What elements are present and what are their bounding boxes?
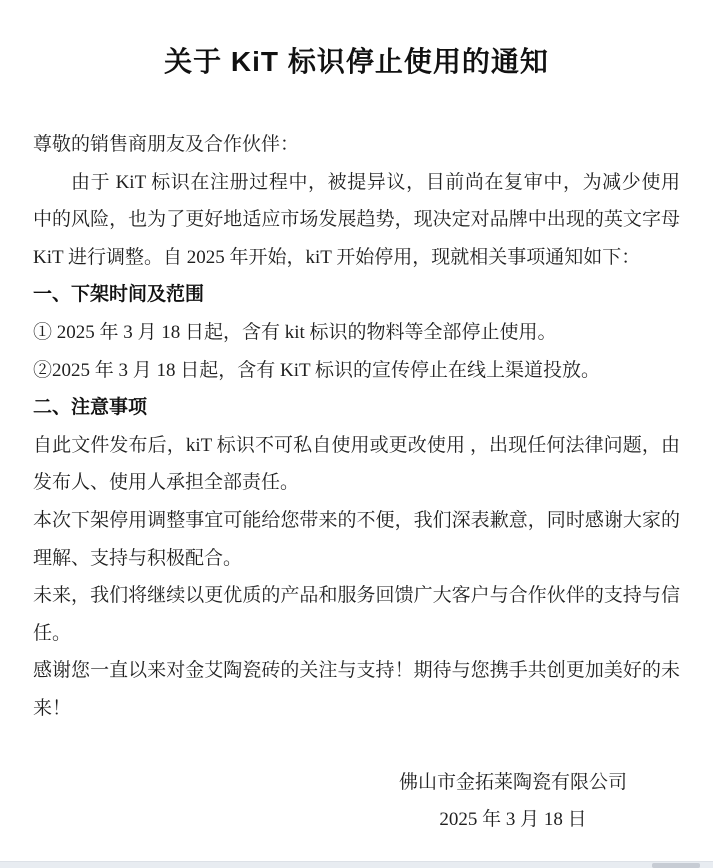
salutation-line: 尊敬的销售商朋友及合作伙伴： bbox=[33, 134, 300, 155]
document-body bbox=[0, 80, 713, 839]
section-1-item-2: ②2025 年 3 月 18 日起，含有 KiT 标识的宣传停止在线上渠道投放。 bbox=[33, 359, 601, 381]
horizontal-scrollbar-track[interactable] bbox=[0, 861, 713, 868]
horizontal-scrollbar-thumb[interactable] bbox=[652, 863, 700, 868]
section-2-heading: 二、注意事项 bbox=[33, 397, 148, 419]
section-1-item-1: ① 2025 年 3 月 18 日起，含有 kit 标识的物料等全部停止使用。 bbox=[33, 321, 557, 343]
section-2-paragraph-2: 本次下架停用调整事宜可能给您带来的不便，我们深表歉意，同时感谢大家的理解、支持与积极配合。 bbox=[33, 509, 680, 569]
signature-block bbox=[33, 764, 627, 839]
section-1-heading: 一、下架时间及范围 bbox=[33, 284, 205, 306]
signature-date: 2025 年 3 月 18 日 bbox=[439, 809, 587, 831]
section-2-paragraph-3: 未来，我们将继续以更优质的产品和服务回馈广大客户与合作伙伴的支持与信任。 bbox=[33, 585, 680, 644]
signature-company: 佛山市金拓莱陶瓷有限公司 bbox=[398, 771, 627, 793]
section-2-paragraph-1: 自此文件发布后，kiT 标识不可私自使用或更改使用 ，出现任何法律问题，由发布人、使用人承担全部责任。 bbox=[33, 434, 680, 494]
document-title: 关于 KiT 标识停止使用的通知 bbox=[164, 46, 549, 77]
intro-paragraph: 由于 KiT 标识在注册过程中，被提异议，目前尚在复审中，为减少使用中的风险，也为了更好地适应市场发展趋势，现决定对品牌中出现的英文字母 KiT 进行调整。自 2025 年开始，kiT 开始停用，现就相关事项通知如下： bbox=[33, 171, 680, 268]
section-2-paragraph-4: 感谢您一直以来对金艾陶瓷砖的关注与支持！期待与您携手共创更加美好的未来！ bbox=[33, 660, 680, 719]
